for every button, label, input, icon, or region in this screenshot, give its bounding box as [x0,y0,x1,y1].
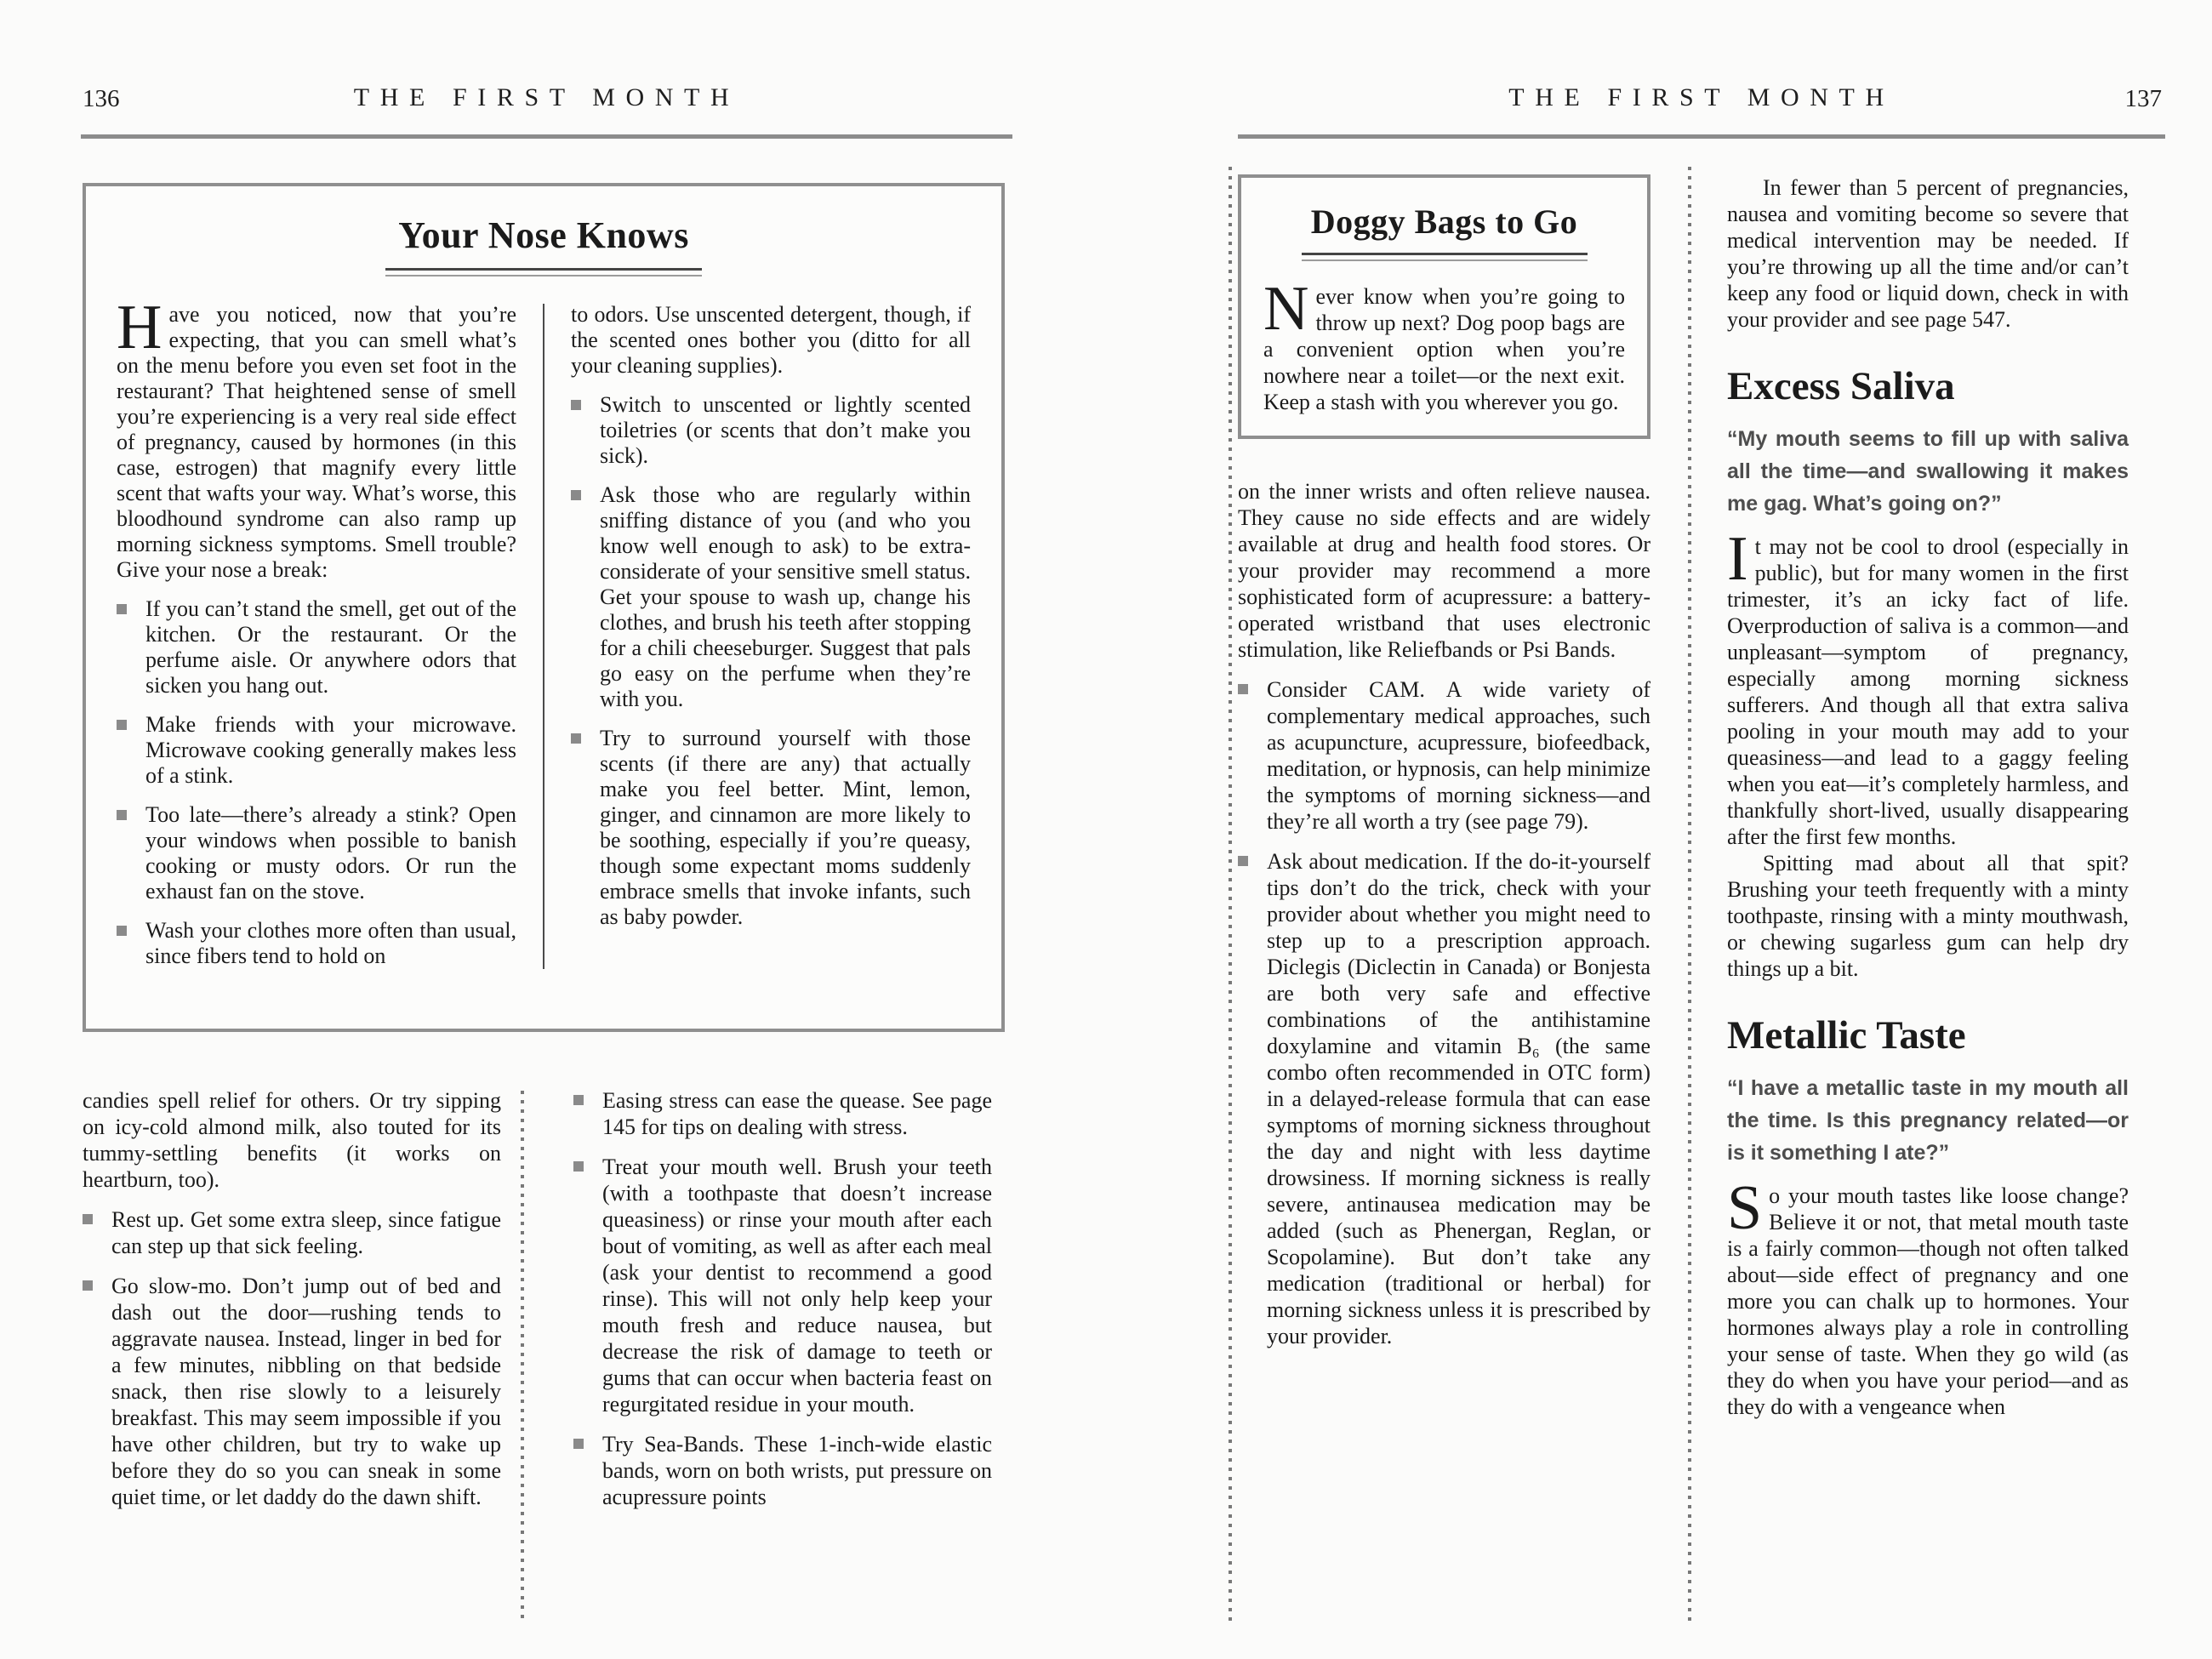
box-column-1 [117,293,516,969]
paragraph-text: ave you noticed, now that you’re expecting, that you can smell what’s on the menu before you even set foot in the restaurant? That heightened sense of smell you’re experiencing is a very real side effect of pregnancy, caused by hormones (in this case, estrogen) that magnify every little scent that wafts your way. What’s worse, this bloodhound syndrome can also ramp up morning sickness symptoms. Smell trouble? Give your nose a break: [117,302,516,582]
bullet-square-icon [1238,856,1248,866]
list-item-text: Consider CAM. A wide variety of complementary medical approaches, such as acupuncture, acupressure, biofeedback, meditation, or hypnosis, can help minimize the symptoms of morning sickness—and they’re all worth a try (see page 79). [1267,677,1650,834]
paragraph: In fewer than 5 percent of pregnancies, nausea and vomiting become so severe that medical intervention may be needed. If you’re throwing up all the time and/or can’t keep any food or liquid down, check in with your provider and see page 547. [1727,175,2129,332]
list-item-text: Switch to unscented or lightly scented toiletries (or scents that don’t make you sick). [600,392,971,468]
list-item-text: Ask about medication. If the do-it-yourself tips don’t do the trick, check with your provider about whether you might need to step up to a prescription approach. Diclegis (Diclectin in Canada) or Bonjesta are both very safe and effective combinations of the antihistamine doxylamine and vitamin B₆ (the same combo often recommended in OTC form) in a delayed-release formula that can ease symptoms of morning sickness throughout the day and night with less daytime drowsiness. If morning sickness is really severe, antinausea medication may be added (such as Phenergan, Reglan, or Scopolamine). But don’t take any medication (traditional or herbal) for morning sickness unless it is prescribed by your provider. [1267,849,1650,1348]
list-item-text: Go slow-mo. Don’t jump out of bed and dash out the door—rushing tends to aggravate nausea. Instead, linger in bed for a few minutes, nibbling on that bedside snack, then rise slowly to a leisurely breakfast. This may seem impossible if you have other children, but try to wake up before they do so you can sneak in some quiet time, or let daddy do the dawn shift. [111,1274,501,1509]
left-page-number: 136 [83,85,120,112]
continued-paragraph: candies spell relief for others. Or try sipping on icy-cold almond milk, also touted for its tummy-settling benefits (it works on heartburn, too). [83,1088,501,1192]
bullet-square-icon [83,1280,93,1291]
continued-paragraph: to odors. Use unscented detergent, though, if the scented ones bother you (ditto for all your cleaning supplies). [571,302,971,378]
title-double-rule [385,268,702,276]
list-item-text: Try Sea-Bands. These 1-inch-wide elastic bands, worn on both wrists, put pressure on acupressure points [602,1432,992,1509]
box-column-divider-rule [543,304,544,969]
list-item-text: Easing stress can ease the quease. See page 145 for tips on dealing with stress. [602,1088,992,1139]
list-item [573,1087,992,1140]
body-column-1 [83,1087,501,1510]
paragraph: Spitting mad about all that spit? Brushing your teeth frequently with a minty toothpaste, rinsing with a minty mouthwash, or chewing sugarless gum can help dry things up a bit. [1727,851,2129,981]
paragraph-text: o your mouth tastes like loose change? Believe it or not, that metal mouth taste is a fairly common—though not often talked about—side effect of pregnancy and one more you can chalk up to hormones. Your hormones always play a role in controlling your sense of taste. When they go wild (as they do when you have your period—and as they do with a vengeance when [1727,1183,2129,1419]
list-item [573,1154,992,1417]
list-item [83,1273,501,1510]
bullet-square-icon [83,1214,93,1224]
list-item [571,482,971,712]
list-item [571,726,971,930]
list-item [117,918,516,969]
bullet-square-icon [571,400,581,410]
sidebar-box-columns [117,293,971,969]
right-running-head [1238,73,2165,139]
left-running-head-title: THE FIRST MONTH [353,83,740,111]
list-item [117,596,516,698]
paragraph [117,293,516,583]
paragraph [1727,1173,2129,1420]
list-item [117,802,516,904]
right-page-number: 137 [2124,85,2162,112]
bullet-square-icon [117,604,127,614]
left-running-head [81,73,1012,139]
sidebar-box-title: Your Nose Knows [398,214,689,256]
paragraph [1727,524,2129,850]
list-item [573,1431,992,1510]
drop-cap: I [1727,524,1748,594]
list-item-text: Wash your clothes more often than usual, since fibers tend to hold on [145,918,516,968]
body-column-2 [573,1087,992,1510]
section-heading-metallic-taste: Metallic Taste [1727,1013,1966,1058]
right-page-left-column-rule-dotted [1229,167,1232,1623]
bullet-square-icon [573,1095,584,1105]
right-page-column-divider-dotted [1688,167,1691,1623]
bullet-square-icon [573,1161,584,1172]
title-double-rule [1302,253,1588,261]
paragraph-text: t may not be cool to drool (especially in public), but for many women in the first trimester, it’s an icky fact of life. Overproduction of saliva is a common—and unpleasant—symptom of pregnancy, especially among morning sickness sufferers. And though all that extra saliva pooling in your mouth may add to your queasiness—and lead to a gaggy feeling when you eat—it’s completely harmless, and thankfully short-lived, usually disappearing after the first few months. [1727,534,2129,849]
bullet-square-icon [571,733,581,744]
bullet-square-icon [571,490,581,500]
paragraph [1263,274,1625,415]
list-item [571,392,971,469]
drop-cap: N [1263,274,1309,344]
list-item-text: Treat your mouth well. Brush your teeth (with a toothpaste that doesn’t increase queasiness) or rinse your mouth after each bout of vomiting, as well as after each meal (ask your dentist to recommend a good rinse). This will not only help keep your mouth fresh and reduce nausea, but decrease the risk of damage to teeth or gums that can occur when bacteria feast on regurgitated residue in your mouth. [602,1154,992,1417]
section-heading-excess-saliva: Excess Saliva [1727,364,1955,408]
bullet-square-icon [1238,684,1248,694]
continued-paragraph: on the inner wrists and often relieve nausea. They cause no side effects and are widely available at drug and health food stores. Or your provider may recommend a more sophisticated form of acupressure: a battery-operated wristband that uses electronic stimulation, like Reliefbands or Psi Bands. [1238,479,1650,662]
list-item [1238,848,1650,1349]
bullet-square-icon [573,1439,584,1449]
body-column-2 [1727,174,2129,1420]
left-page [81,0,1012,1659]
list-item-text: Rest up. Get some extra sleep, since fatigue can step up that sick feeling. [111,1207,501,1258]
left-page-body-columns [83,1087,992,1510]
list-item-text: Ask those who are regularly within sniffing distance of you (and who you know well enough to ask) to be extra-considerate of your sensitive smell status. Get your spouse to wash up, change his clothes, and brush his teeth after stopping for a chili cheeseburger. Suggest that pals go easy on the perfume when they’re with you. [600,482,971,711]
paragraph-text: ever know when you’re going to throw up next? Dog poop bags are a convenient option when you’re nowhere near a toilet—or the next exit. Keep a stash with you wherever you go. [1263,284,1625,414]
reader-question-quote: “My mouth seems to fill up with saliva all the time—and swallowing it makes me gag. What’s going on?” [1727,427,2129,516]
sidebar-box-title: Doggy Bags to Go [1310,202,1578,241]
list-item-text: Make friends with your microwave. Microwave cooking generally makes less of a stink. [145,712,516,788]
bullet-square-icon [117,720,127,730]
right-page-body-columns [1238,174,2129,1420]
reader-question-quote: “I have a metallic taste in my mouth all the time. Is this pregnancy related—or is it something I ate?” [1727,1076,2129,1165]
list-item [83,1206,501,1259]
list-item-text: Too late—there’s already a stink? Open your windows when possible to banish cooking or musty odors. Or run the exhaust fan on the stove. [145,802,516,904]
right-page [1238,0,2165,1659]
doggy-bags-sidebar-box [1238,174,1650,439]
right-running-head-title: THE FIRST MONTH [1508,83,1895,111]
list-item-text: Try to surround yourself with those scents (if there are any) that actually make you feel better. Mint, lemon, ginger, and cinnamon are more likely to be soothing, especially if you’re queasy, though some expectant moms suddenly embrace smells that invoke infants, such as baby powder. [600,726,971,929]
drop-cap: S [1727,1173,1763,1243]
bullet-square-icon [117,810,127,820]
box-column-2 [571,302,971,969]
body-column-1 [1238,174,1650,1420]
list-item [117,712,516,789]
left-page-column-divider-dotted [521,1091,524,1620]
list-item-text: If you can’t stand the smell, get out of the kitchen. Or the restaurant. Or the perfume aisle. Or anywhere odors that sicken you hang out. [145,596,516,698]
bullet-square-icon [117,926,127,936]
drop-cap: H [117,293,162,362]
list-item [1238,676,1650,835]
your-nose-knows-sidebar-box [83,183,1005,1032]
